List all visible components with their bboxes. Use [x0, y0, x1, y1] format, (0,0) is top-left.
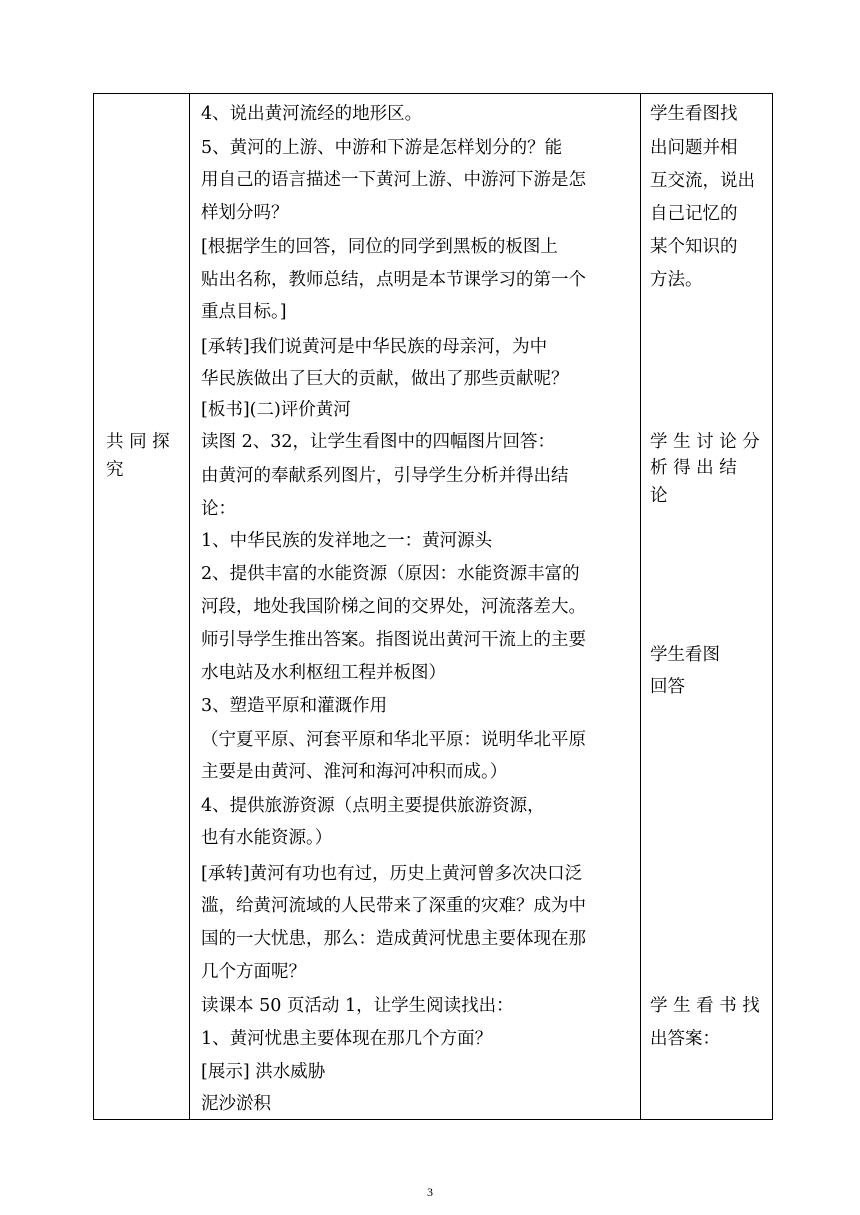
teacher-text-line: 用自己的语言描述一下黄河上游、中游河下游是怎	[201, 170, 586, 190]
teacher-text-line: 4、提供旅游资源（点明主要提供旅游资源，	[201, 796, 545, 816]
teacher-text-line: 1、黄河忧患主要体现在那几个方面？	[201, 1029, 493, 1049]
teacher-text-line: 5、黄河的上游、中游和下游是怎样划分的？能	[201, 138, 563, 158]
teacher-text-line: 读课本 50 页活动 1，让学生阅读找出：	[201, 996, 514, 1016]
teacher-text-line: [根据学生的回答，同位的同学到黑板的板图上	[201, 237, 558, 257]
student-activity-column	[640, 94, 774, 1119]
lesson-table	[93, 93, 773, 1120]
teacher-text-line: 几个方面呢？	[201, 962, 306, 982]
stage-column	[94, 94, 189, 1119]
teacher-text-line: [展示] 洪水威胁	[201, 1062, 326, 1082]
teacher-text-line: 国的一大忧患，那么：造成黄河忧患主要体现在那	[201, 929, 586, 949]
teacher-text-line: 1、中华民族的发祥地之一：黄河源头	[201, 531, 493, 551]
student-text-line: 学生看图	[650, 645, 720, 665]
teacher-text-line: 水电站及水利枢纽工程并板图）	[201, 663, 446, 683]
teacher-text-line: [承转]我们说黄河是中华民族的母亲河，为中	[201, 337, 548, 357]
teacher-activity-column	[189, 94, 640, 1119]
student-text-line: 方法。	[650, 270, 703, 290]
teacher-text-line: [承转]黄河有功也有过，历史上黄河曾多次决口泛	[201, 864, 583, 884]
stage-label: 究	[106, 460, 124, 480]
student-text-line: 某个知识的	[650, 237, 738, 257]
teacher-text-line: 华民族做出了巨大的贡献，做出了那些贡献呢？	[201, 369, 569, 389]
teacher-text-line: 也有水能资源。）	[201, 828, 333, 848]
student-text-line: 论	[650, 486, 668, 506]
student-text-line: 学生看图找	[650, 104, 738, 124]
teacher-text-line: 重点目标。]	[201, 302, 287, 322]
teacher-text-line: 泥沙淤积	[201, 1094, 271, 1114]
teacher-text-line: （宁夏平原、河套平原和华北平原：说明华北平原	[201, 730, 586, 750]
teacher-text-line: 样划分吗？	[201, 203, 289, 223]
teacher-text-line: 主要是由黄河、淮河和海河冲积而成。）	[201, 762, 508, 782]
teacher-text-line: 滥，给黄河流域的人民带来了深重的灾难？成为中	[201, 896, 586, 916]
teacher-text-line: 读图 2、32，让学生看图中的四幅图片回答：	[201, 432, 555, 452]
page-number: 3	[427, 1185, 433, 1199]
teacher-text-line: 河段，地处我国阶梯之间的交界处，河流落差大。	[201, 597, 586, 617]
student-text-line: 出答案：	[650, 1029, 720, 1049]
student-text-line: 析 得 出 结	[650, 458, 737, 478]
teacher-text-line: 由黄河的奉献系列图片，引导学生分析并得出结	[201, 466, 569, 486]
teacher-text-line: 贴出名称，教师总结，点明是本节课学习的第一个	[201, 270, 586, 290]
teacher-text-line: 4、说出黄河流经的地形区。	[201, 104, 423, 124]
stage-label: 共 同 探	[106, 432, 170, 452]
student-text-line: 自己记忆的	[650, 204, 738, 224]
student-text-line: 学 生 讨 论 分	[650, 432, 760, 452]
student-text-line: 互交流，说出	[650, 171, 755, 191]
teacher-text-line: 3、塑造平原和灌溉作用	[201, 696, 388, 716]
student-text-line: 出问题并相	[650, 138, 738, 158]
teacher-text-line: 师引导学生推出答案。指图说出黄河干流上的主要	[201, 630, 586, 650]
teacher-text-line: 2、提供丰富的水能资源（原因：水能资源丰富的	[201, 564, 580, 584]
teacher-text-line: [板书](二)评价黄河	[201, 400, 351, 420]
teacher-text-line: 论：	[201, 499, 236, 519]
student-text-line: 学 生 看 书 找	[650, 996, 760, 1016]
student-text-line: 回答	[650, 677, 685, 697]
